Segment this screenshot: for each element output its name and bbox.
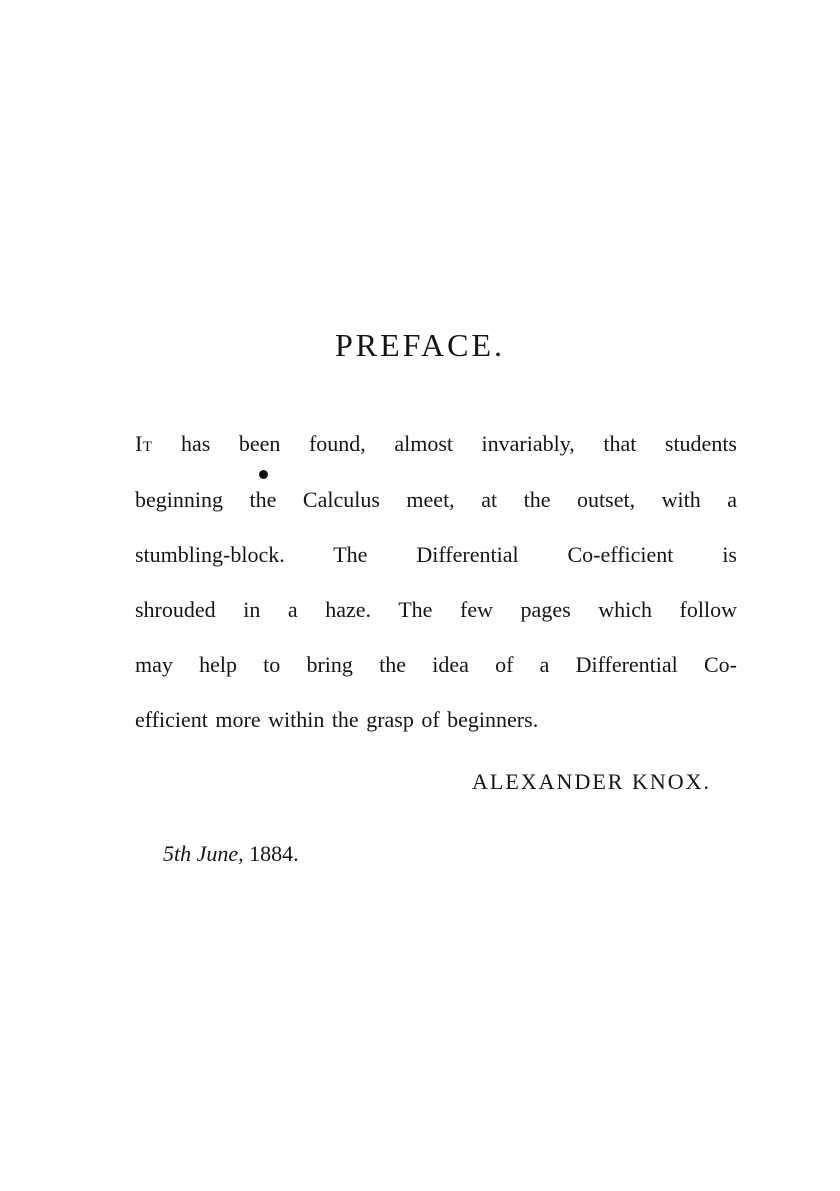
date-day: 5th June,: [163, 841, 244, 866]
preface-date: [163, 841, 299, 867]
ink-dot-mark: [259, 470, 268, 479]
paragraph-line-5: may help to bring the idea of a Differential Co-: [135, 652, 737, 677]
paragraph-line-4: shrouded in a haze. The few pages which follow: [135, 597, 737, 622]
paragraph-line-1: [135, 430, 737, 458]
author-signature: ALEXANDER KNOX.: [472, 769, 711, 794]
date-year: 1884.: [243, 841, 299, 866]
page-title: PREFACE.: [334, 327, 506, 363]
paragraph-first-word: It: [135, 431, 153, 456]
paragraph-line-2: beginning the Calculus meet, at the outset, with a: [135, 487, 737, 512]
paragraph-line-6: efficient more within the grasp of beginners.: [135, 707, 539, 732]
paragraph-line-3: stumbling-block. The Differential Co-efficient is: [135, 542, 737, 567]
paragraph-line-1-text: has been found, almost invariably, that students: [152, 431, 737, 456]
